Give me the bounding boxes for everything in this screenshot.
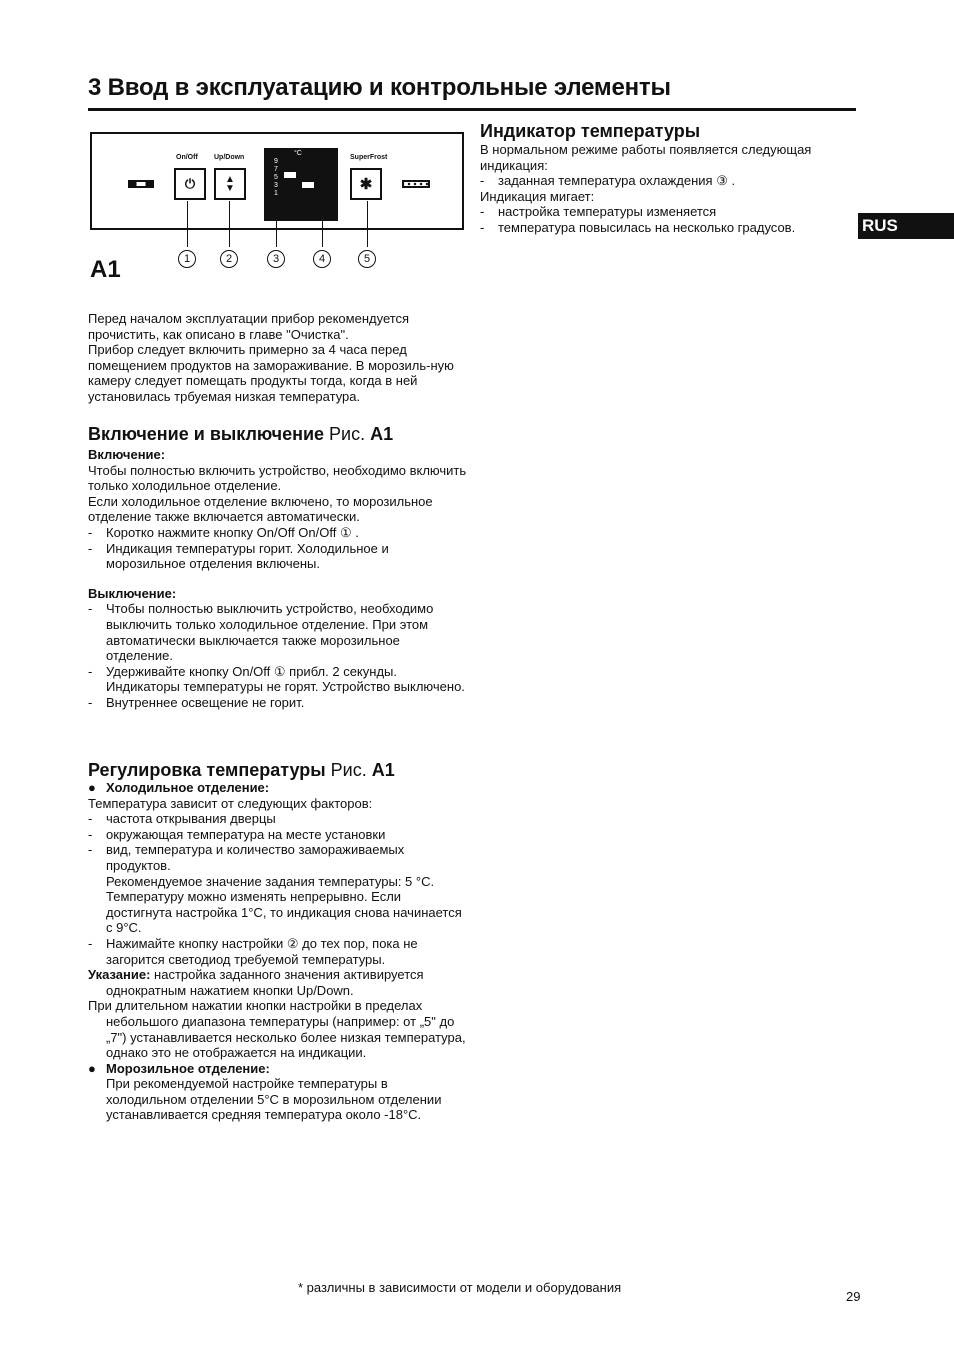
language-tab: RUS [858,213,954,239]
callout-2: 2 [220,250,238,268]
switch-on-text-2: Если холодильное отделение включено, то морозильное отделение также включается автоматически. [88,493,433,525]
factor-item-1: - частота открывания дверцы [88,811,276,827]
normal-mode-text: В нормальном режиме работы появляется следующая индикация: [480,142,812,173]
callout-1: 1 [178,250,196,268]
section-temp-fig-prefix: Рис. [330,760,367,780]
page-title: 3 Ввод в эксплуатацию и контрольные элементы [88,74,671,101]
section-temp-fig-ref: A1 [371,760,395,780]
scale-9: 9 [274,158,278,165]
section-on-off-fig-prefix: Рис. [329,424,366,444]
callout-3: 3 [267,250,285,268]
up-down-arrows-icon: ▲ ▼ [225,174,235,194]
temp-factors-intro: Температура зависит от следующих факторов: [88,795,373,811]
leader-line-3 [276,221,277,247]
leader-line-4 [322,221,323,247]
switch-off-item-3: - Внутреннее освещение не горит. [88,694,305,710]
press-item: - Нажимайте кнопку настройки ② до тех пор, пока не загорится светодиод требуемой температуры. [88,935,418,967]
intro-paragraph-1: Перед началом эксплуатации прибор рекомендуется прочистить, как описано в главе "Очистка". [88,311,410,342]
up-down-button[interactable] [214,168,246,200]
callout-4: 4 [313,250,331,268]
section-on-off-title: Включение и выключение [88,424,325,444]
long-press-text: При длительном нажатии кнопки настройки в пределах небольшого диапазона температуры (например: от „5" до „7") устанавливается несколько более низкая температура, однако это не отображается на индикации. [88,998,466,1061]
scale-5: 5 [274,174,278,181]
scale-3: 3 [274,182,278,189]
intro-paragraph-2: Прибор следует включить примерно за 4 часа перед помещением продуктов на замораживание. В морозиль-ную камеру следует помещать продукты тогда, когда в ней установилась трбуемая низкая температура. [88,342,454,404]
on-off-button[interactable] [174,168,206,200]
blink-item-2: - температура повысилась на несколько градусов. [480,219,796,235]
freezer-heading: ● Морозильное отделение: [88,1060,270,1076]
switch-off-heading: Выключение: [88,585,177,601]
blink-item-1: - настройка температуры изменяется [480,204,717,220]
control-panel-figure [90,132,464,230]
recommend-text: Рекомендуемое значение задания температуры: 5 °C. Температуру можно изменять непрерывно. Если достигнута настройка 1°C, то индикация снова начинается с 9°C. [106,873,462,936]
figure-label: A1 [90,256,121,283]
page-number: 29 [846,1289,861,1304]
switch-on-item-2: - Индикация температуры горит. Холодильное и морозильное отделения включены. [88,540,389,572]
celsius-unit: °C [294,150,302,157]
section-on-off-heading [88,424,393,445]
footer-note: * различны в зависимости от модели и оборудования [298,1280,622,1295]
temp-indicator-body [480,142,850,236]
switch-on-heading: Включение: [88,447,166,462]
on-off-label: On/Off [176,154,198,161]
up-down-label: Up/Down [214,154,245,161]
freezer-led-icon [302,182,314,188]
scale-1: 1 [274,190,278,197]
section-temp-heading [88,760,395,781]
section-on-off-fig-ref: A1 [370,424,394,444]
section-on-off-body [88,447,468,711]
switch-off-item-1: - Чтобы полностью выключить устройство, необходимо выключить только холодильное отделение. При этом автоматически выключается также морозильное отделение. [88,601,434,664]
right-indicator-icon [402,180,430,188]
fridge-heading: ● Холодильное отделение: [88,780,270,795]
switch-on-item-1: - Коротко нажмите кнопку On/Off On/Off ① . [88,524,359,540]
normal-mode-item: - заданная температура охлаждения ③ . [480,173,736,189]
leader-line-5 [367,201,368,247]
superfrost-label: SuperFrost [350,154,388,161]
leader-line-2 [229,201,230,247]
title-rule [88,108,856,111]
switch-off-item-2: - Удерживайте кнопку On/Off ① прибл. 2 секунды. Индикаторы температуры не горят. Устройство выключено. [88,663,465,695]
fridge-led-icon [284,172,296,178]
freezer-text: При рекомендуемой настройке температуры в холодильном отделении 5°C в морозильном отделении устанавливается средняя температура около -18°C. [106,1076,442,1123]
note-paragraph: Указание: настройка заданного значения активируется однократным нажатием кнопки Up/Down. [88,967,424,998]
temp-indicator-title: Индикатор температуры [480,121,701,141]
superfrost-button[interactable] [350,168,382,200]
scale-7: 7 [274,166,278,173]
section-temp-body [88,780,468,1123]
factor-item-2: - окружающая температура на месте установки [88,826,386,842]
intro-text [88,311,468,405]
temperature-display [264,148,338,221]
temperature-scale [274,158,284,198]
power-icon: ⏻ [184,176,196,191]
snowflake-icon: ✱ [359,176,373,193]
factor-item-3: - вид, температура и количество замораживаемых продуктов. [88,842,405,873]
switch-on-text-1: Чтобы полностью включить устройство, необходимо включить только холодильное отделение. [88,462,467,494]
section-temp-title: Регулировка температуры [88,760,326,780]
leader-line-1 [187,201,188,247]
left-indicator-icon [128,180,154,188]
callout-5: 5 [358,250,376,268]
blink-heading: Индикация мигает: [480,188,595,204]
